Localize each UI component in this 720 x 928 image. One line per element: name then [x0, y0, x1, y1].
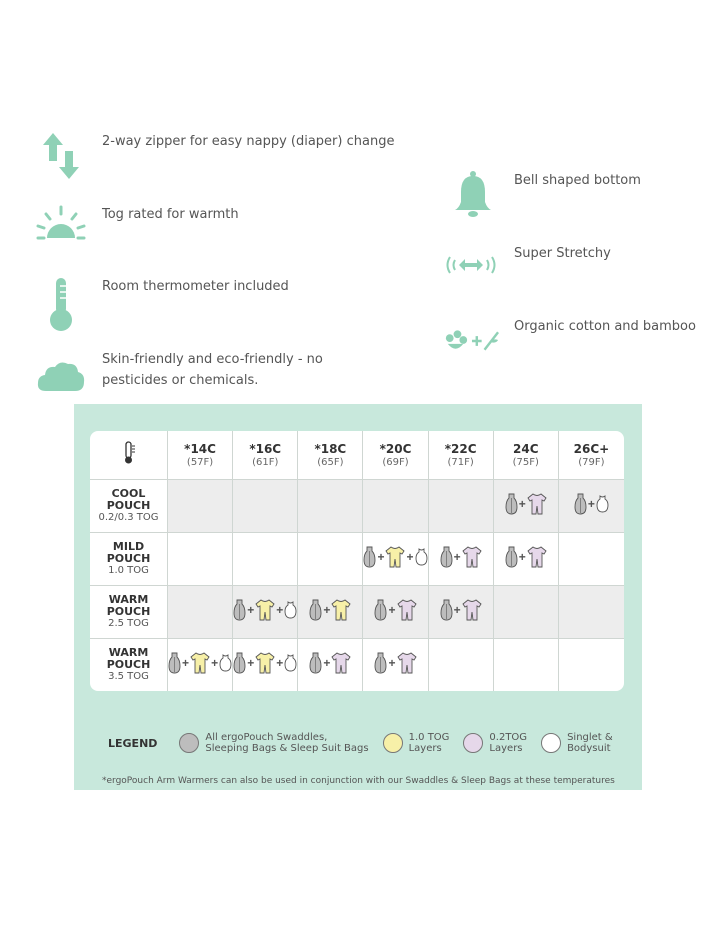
row-tog: 2.5 TOG [108, 618, 149, 629]
feature-thermometer [36, 276, 289, 332]
lilac-bodysuit-icon [397, 599, 417, 621]
plus-sign: + [276, 602, 284, 617]
temp-fahrenheit: (57F) [186, 457, 214, 468]
layer-combo [363, 546, 427, 568]
layer-combo [374, 599, 416, 621]
feature-organic [442, 316, 696, 354]
sunrise-icon [36, 204, 86, 240]
plus-sign: + [276, 655, 284, 670]
table-cell [298, 479, 363, 532]
feature-text: Tog rated for warmth [102, 207, 239, 222]
legend-label: 0.2TOG Layers [489, 732, 528, 754]
plus-sign: + [377, 549, 385, 564]
temp-fahrenheit: (65F) [317, 457, 344, 468]
feature-text: Bell shaped bottom [514, 173, 641, 188]
row-name-line2: POUCH [106, 552, 151, 565]
table-cell [233, 585, 298, 638]
layer-combo [168, 652, 232, 674]
table-cell [559, 532, 624, 585]
sleeping-bag-icon [440, 546, 453, 568]
footnote: *ergoPouch Arm Warmers can also be used in conjunction with our Swaddles & Sleep Bags at these temperatures [102, 776, 615, 786]
yellow-bodysuit-icon [331, 599, 351, 621]
row-label-cell [90, 479, 168, 532]
legend-item [541, 732, 613, 754]
temp-col-header [429, 431, 494, 479]
sleeping-bag-icon [233, 599, 246, 621]
plus-sign: + [388, 602, 396, 617]
temp-fahrenheit: (79F) [578, 457, 605, 468]
tog-guide-chart [74, 404, 642, 790]
plus-sign: + [388, 655, 396, 670]
row-name-line1: WARM [108, 646, 149, 659]
temp-fahrenheit: (71F) [447, 457, 474, 468]
cotton-bamboo-icon [442, 316, 500, 354]
table-cell [429, 638, 494, 691]
feature-text: Skin-friendly and eco-friendly - no pesticides or chemicals. [102, 352, 323, 388]
feature-zipper [36, 131, 394, 181]
plus-sign: + [406, 549, 414, 564]
table-cell [168, 532, 233, 585]
sleeping-bag-icon [440, 599, 453, 621]
layer-combo [374, 652, 416, 674]
legend-item [179, 732, 368, 754]
tog-table [90, 431, 624, 691]
lilac-bodysuit-icon [331, 652, 351, 674]
row-tog: 1.0 TOG [108, 565, 149, 576]
sleeping-bag-icon [233, 652, 246, 674]
layer-combo [233, 652, 297, 674]
plus-sign: + [587, 496, 595, 511]
row-tog: 0.2/0.3 TOG [98, 512, 159, 523]
table-cell [233, 532, 298, 585]
plus-sign: + [247, 602, 255, 617]
sleeping-bag-icon [374, 652, 387, 674]
table-cell [168, 479, 233, 532]
plus-sign: + [247, 655, 255, 670]
layer-combo [505, 493, 547, 515]
table-cell [494, 585, 559, 638]
legend-title: LEGEND [108, 736, 158, 750]
layer-combo [505, 546, 547, 568]
feature-tog [36, 204, 239, 240]
legend-item [463, 732, 527, 754]
plus-sign: + [453, 549, 461, 564]
sleeping-bag-icon [363, 546, 376, 568]
temp-col-header [298, 431, 363, 479]
row-label-cell [90, 532, 168, 585]
legend-swatch-gray [179, 733, 199, 753]
temp-col-header [559, 431, 624, 479]
plus-sign: + [518, 496, 526, 511]
sleeping-bag-icon [574, 493, 587, 515]
temp-col-header [363, 431, 428, 479]
temp-fahrenheit: (69F) [382, 457, 409, 468]
row-name-line2: POUCH [106, 605, 151, 618]
feature-text: Organic cotton and bamboo [514, 319, 696, 334]
thermometer-icon [36, 276, 86, 332]
cloud-icon [36, 349, 86, 393]
legend [108, 732, 627, 754]
legend-item [383, 732, 450, 754]
layer-combo [440, 599, 482, 621]
table-cell [429, 479, 494, 532]
layer-combo [309, 599, 351, 621]
table-cell [494, 638, 559, 691]
feature-text: 2-way zipper for easy nappy (diaper) change [102, 134, 395, 149]
legend-label: All ergoPouch Swaddles, Sleeping Bags & Sleep Suit Bags [205, 732, 369, 754]
plus-sign: + [323, 602, 331, 617]
table-cell [298, 532, 363, 585]
legend-swatch-lilac [463, 733, 483, 753]
temp-fahrenheit: (61F) [252, 457, 279, 468]
header-thermometer-cell [90, 431, 168, 479]
legend-swatch-white [541, 733, 561, 753]
lilac-bodysuit-icon [527, 493, 547, 515]
singlet-icon [284, 654, 297, 672]
table-cell [363, 532, 428, 585]
bell-icon [446, 170, 500, 220]
table-cell [494, 532, 559, 585]
yellow-bodysuit-icon [385, 546, 405, 568]
table-row [90, 479, 624, 532]
feature-eco [36, 349, 392, 393]
sleeping-bag-icon [505, 546, 518, 568]
layer-combo [309, 652, 351, 674]
yellow-bodysuit-icon [255, 652, 275, 674]
plus-sign: + [323, 655, 331, 670]
feature-bell [446, 170, 641, 220]
table-cell [559, 479, 624, 532]
temp-celsius: *14C [184, 442, 216, 456]
lilac-bodysuit-icon [527, 546, 547, 568]
singlet-icon [219, 654, 232, 672]
temp-celsius: *18C [314, 442, 347, 456]
table-row [90, 638, 624, 691]
feature-stretch [442, 243, 611, 277]
row-name-line1: WARM [108, 593, 149, 606]
singlet-icon [415, 548, 428, 566]
temp-fahrenheit: (75F) [512, 457, 539, 468]
row-name-line1: MILD [112, 540, 145, 553]
legend-swatch-yellow [383, 733, 403, 753]
row-label-cell [90, 585, 168, 638]
row-name-line2: POUCH [106, 499, 151, 512]
temp-col-header [494, 431, 559, 479]
temp-col-header [168, 431, 233, 479]
table-row [90, 532, 624, 585]
lilac-bodysuit-icon [397, 652, 417, 674]
table-cell [429, 585, 494, 638]
table-cell [233, 638, 298, 691]
table-cell [559, 585, 624, 638]
feature-text: Room thermometer included [102, 279, 289, 294]
up-down-arrows-icon [36, 131, 86, 181]
table-row [90, 585, 624, 638]
layer-combo [574, 493, 609, 515]
plus-sign: + [453, 602, 461, 617]
lilac-bodysuit-icon [462, 599, 482, 621]
singlet-icon [596, 495, 609, 513]
sleeping-bag-icon [309, 652, 322, 674]
stretch-arrows-icon [442, 243, 500, 277]
row-name-line1: COOL [111, 487, 146, 500]
layer-combo [440, 546, 482, 568]
table-cell [168, 585, 233, 638]
row-label-cell [90, 638, 168, 691]
plus-sign: + [182, 655, 190, 670]
table-cell [168, 638, 233, 691]
temp-celsius: 24C [513, 442, 539, 456]
legend-label: 1.0 TOG Layers [408, 732, 450, 754]
feature-text: Super Stretchy [514, 246, 611, 261]
table-cell [494, 479, 559, 532]
lilac-bodysuit-icon [462, 546, 482, 568]
sleeping-bag-icon [505, 493, 518, 515]
row-tog: 3.5 TOG [108, 671, 149, 682]
sleeping-bag-icon [168, 652, 181, 674]
temp-col-header [233, 431, 298, 479]
table-cell [363, 479, 428, 532]
table-cell [429, 532, 494, 585]
layer-combo [233, 599, 297, 621]
sleeping-bag-icon [309, 599, 322, 621]
table-header-row [90, 431, 624, 479]
table-cell [363, 638, 428, 691]
table-cell [298, 585, 363, 638]
yellow-bodysuit-icon [190, 652, 210, 674]
plus-sign: + [518, 549, 526, 564]
temp-celsius: 26C+ [573, 442, 610, 456]
table-cell [233, 479, 298, 532]
legend-label: Singlet & Bodysuit [567, 732, 613, 754]
singlet-icon [284, 601, 297, 619]
table-cell [298, 638, 363, 691]
row-name-line2: POUCH [106, 658, 151, 671]
temp-celsius: *22C [444, 442, 477, 456]
table-cell [363, 585, 428, 638]
thermometer-icon [122, 441, 136, 465]
table-cell [559, 638, 624, 691]
temp-celsius: *16C [249, 442, 282, 456]
temp-celsius: *20C [379, 442, 412, 456]
yellow-bodysuit-icon [255, 599, 275, 621]
plus-sign: + [211, 655, 219, 670]
sleeping-bag-icon [374, 599, 387, 621]
